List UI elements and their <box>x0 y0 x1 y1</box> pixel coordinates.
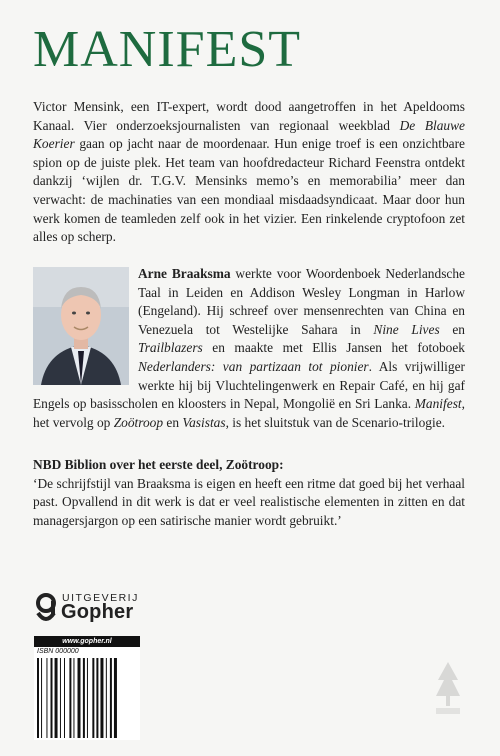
synopsis-text-2: gaan op jacht naar de moordenaar. Hun enige troef is een onzichtbare spion op de juiste plek. Het team van hoofdredacteur Richard Feenstra ontdekt dankzij ‘wijlen dr. T.G.V. Mensinks memo’s en memorabilia’ meer dan verwacht: de machinaties van een mondiaal misdaadsyndicaat. Maar door hun werk komen de teamleden zelf ook in het vizier. Een rinkelende cryptofoon zet alles op scherp. <box>33 136 465 245</box>
author-name: Arne Braaksma <box>138 266 231 281</box>
review-block <box>33 456 465 530</box>
bio-text: , het vervolg op <box>33 396 465 430</box>
fsc-tree-icon <box>434 658 462 718</box>
bio-text: . Als vrijwilliger werkte hij bij Vluchtelingenwerk en Repair Café, en hij gaf Engels op basisscholen en kloosters in Nepal, Mongolië en Sri Lanka. <box>33 358 465 412</box>
book-title-ref: Manifest <box>414 396 462 412</box>
review-quote: ‘De schrijfstijl van Braaksma is eigen en heeft een ritme dat goed bij het verhaal past. Opvallend in dit werk is dat er veel realistische elementen in zitten en dat managersjargon op een satirische manier wordt gebruikt.’ <box>33 475 465 528</box>
isbn-number: ISBN 000000 <box>37 648 79 655</box>
bio-text: en maakte met Ellis Jansen het fotoboek <box>202 340 465 356</box>
author-portrait <box>33 267 129 385</box>
gopher-logo-icon <box>35 593 57 623</box>
publisher-url: www.gopher.nl <box>34 636 140 647</box>
publisher-label: UITGEVERIJ <box>62 592 139 604</box>
barcode-panel <box>34 636 140 740</box>
publisher-name: Gopher <box>61 601 134 623</box>
publisher-logo <box>35 590 195 630</box>
review-heading: NBD Biblion over het eerste deel, Zoötroop: <box>33 457 284 472</box>
author-bio <box>33 265 465 432</box>
bio-text: en <box>439 321 465 337</box>
author-photo-icon <box>33 267 129 385</box>
book-title-ref: Nine Lives <box>373 321 440 337</box>
book-title-ref: Vasistas <box>182 414 226 430</box>
newspaper-name: De Blauwe Koerier <box>33 117 465 152</box>
barcode-icon <box>37 658 137 738</box>
book-title-ref: Zoötroop <box>113 414 164 430</box>
book-title-ref: Trailblazers <box>138 340 203 356</box>
bio-text: werkte voor Woordenboek Nederlandsche Taal in Leiden en Addison Wesley Longman in Harlow (Engeland). Hij schreef over mensenrechten van China en Venezuela tot Westelijke Sahara in <box>138 266 465 337</box>
bio-text: en <box>163 414 183 430</box>
synopsis-text-1: Victor Mensink, een IT-expert, wordt dood aangetroffen in het Apeldooms Kanaal. Vier onderzoeksjournalisten van regionaal weekblad <box>33 99 465 133</box>
book-title-ref: Nederlanders: van partizaan tot pionier <box>138 358 369 374</box>
synopsis-paragraph <box>33 98 465 247</box>
bio-text: , is het sluitstuk van de Scenario-trilogie. <box>225 414 445 430</box>
book-title: MANIFEST <box>33 21 302 78</box>
